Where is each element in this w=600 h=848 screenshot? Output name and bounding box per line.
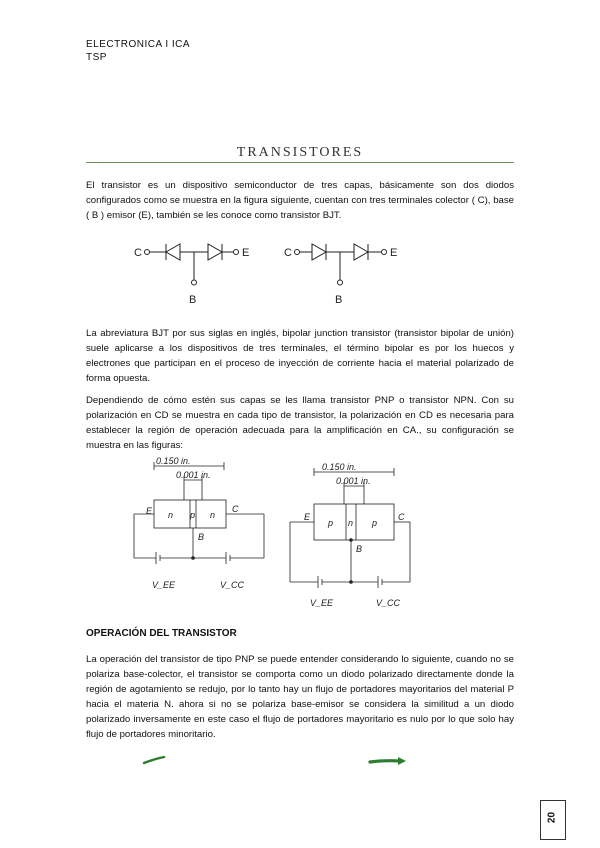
green-pen-arrow bbox=[370, 761, 400, 762]
header-school: TSP bbox=[86, 52, 107, 63]
npn-e-label: E bbox=[146, 506, 153, 516]
diode1-b-label: B bbox=[189, 294, 197, 306]
npn-layer-n2: n bbox=[210, 510, 216, 520]
npn-dim-inner: 0.001 in. bbox=[176, 470, 211, 480]
pnp-layer-n: n bbox=[348, 518, 354, 528]
paragraph-operacion: La operación del transistor de tipo PNP se puede entender considerando lo siguiente, cuando no se polariza base-colector, el transistor se comporta como un diodo polarizado directamente donde la región de agotamiento se redujo, por lo tanto hay un flujo de portadores mayoritarios del material P hacia el materia N. ahora si no se polariza base-emisor se considera la similitud a un diodo polarizado inversamente en este caso el flujo de portadores mayoritario es nulo por lo que solo hay flujo de portadores minoritario. bbox=[86, 654, 514, 740]
green-pen-marks bbox=[140, 752, 410, 772]
page-number: 20 bbox=[546, 811, 558, 824]
diode1-e-label: E bbox=[242, 247, 250, 259]
pnp-vcc-label: V_CC bbox=[376, 598, 401, 608]
green-arrowhead-icon bbox=[398, 757, 406, 765]
diode2-c-label: C bbox=[284, 247, 292, 259]
pnp-b-label: B bbox=[356, 544, 363, 554]
diode1-c-label: C bbox=[134, 247, 142, 259]
page-title: TRANSISTORES bbox=[236, 145, 364, 160]
pnp-layer-p2: p bbox=[372, 518, 378, 528]
npn-layer-n1: n bbox=[168, 510, 174, 520]
title-rule bbox=[86, 162, 514, 163]
pnp-layer-p1: p bbox=[328, 518, 334, 528]
paragraph-bjt: La abreviatura BJT por sus siglas en inglés, bipolar junction transistor (transistor bipolar de unión) suele aplicarse a los dispositivos de tres terminales, el término bipolar es por los huecos y electrones que participan en el proceso de inyección de corriente hacia el material polarizado de forma opuesta. bbox=[86, 328, 514, 384]
section-heading-operacion: OPERACIÓN DEL TRANSISTOR bbox=[86, 628, 237, 639]
pnp-dim-inner: 0.001 in. bbox=[336, 476, 371, 486]
header-course: ELECTRONICA I ICA bbox=[86, 39, 191, 50]
npn-vcc-label: V_CC bbox=[220, 580, 245, 590]
pnp-e-label: E bbox=[304, 512, 311, 522]
pnp-bias-figure bbox=[284, 462, 424, 612]
diode-pairs-figure bbox=[130, 236, 420, 308]
npn-vee-label: V_EE bbox=[152, 580, 176, 590]
pnp-c-label: C bbox=[398, 512, 405, 522]
npn-bias-figure bbox=[126, 456, 276, 598]
npn-c-label: C bbox=[232, 504, 239, 514]
npn-layer-p: p bbox=[190, 510, 196, 520]
paragraph-intro: El transistor es un dispositivo semiconductor de tres capas, básicamente son dos diodos configurados como se muestra en la figura siguiente, cuentan con tres terminales colector ( C), base ( B ) emisor (E), también se les conoce como transistor BJT. bbox=[86, 180, 514, 221]
npn-b-label: B bbox=[198, 532, 205, 542]
diode2-b-label: B bbox=[335, 294, 343, 306]
green-pen-stroke bbox=[144, 757, 164, 763]
paragraph-polarizacion: Dependiendo de cómo estén sus capas se les llama transistor PNP o transistor NPN. Con su polarización en CD se muestra en cada tipo de transistor, la polarización en CD es necesaria para establecer la región de operación adecuada para la amplificación en CA., su configuración se muestra en las figuras: bbox=[86, 395, 514, 451]
npn-dim-outer: 0.150 in. bbox=[156, 456, 191, 466]
pnp-dim-outer: 0.150 in. bbox=[322, 462, 357, 472]
pnp-vee-label: V_EE bbox=[310, 598, 334, 608]
diode2-e-label: E bbox=[390, 247, 398, 259]
page-header bbox=[86, 38, 190, 64]
